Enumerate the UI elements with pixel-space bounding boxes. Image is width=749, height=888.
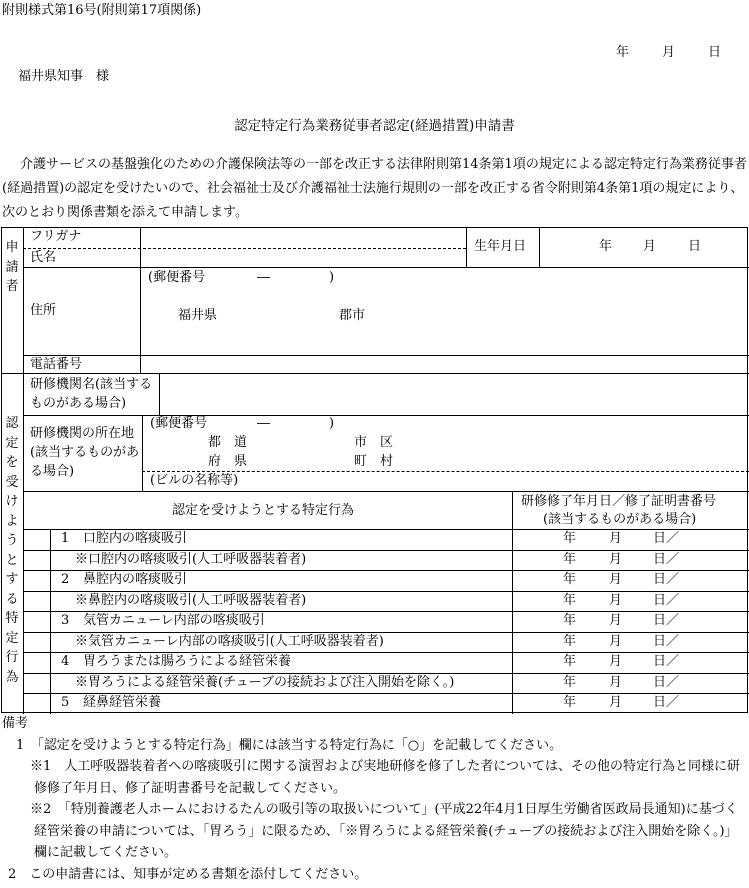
act-row: [23, 570, 749, 591]
completion-date-month: 月: [609, 551, 623, 567]
addressee: 福井県知事 様: [18, 69, 110, 84]
completion-date-input[interactable]: [513, 693, 749, 714]
gun-shi-label: 郡市: [339, 308, 366, 323]
completion-date-day: 日／: [653, 695, 680, 710]
completion-date-input[interactable]: [513, 591, 749, 612]
completion-date-day: 日／: [653, 674, 680, 690]
postal-close: ): [329, 270, 335, 285]
completion-date-input[interactable]: [513, 673, 749, 694]
cho-son-label: 町 村: [354, 454, 394, 469]
dob-label: 生年月日: [474, 239, 527, 254]
building-label: (ビルの名称等): [150, 473, 239, 488]
form-number: 附則様式第16号(附則第17項関係): [2, 3, 202, 18]
act-check-cell[interactable]: [23, 673, 51, 694]
dob-year: 年: [599, 239, 613, 254]
name-label: 氏名: [30, 250, 57, 265]
act-column-header: 認定を受けようとする特定行為: [172, 503, 355, 518]
name-input[interactable]: [141, 249, 466, 267]
fu-ken-label: 府 県: [208, 454, 248, 469]
act-row: [23, 693, 749, 714]
act-number: 3: [61, 613, 70, 628]
dob-month: 月: [643, 239, 657, 254]
location-postal-close: ): [329, 416, 335, 431]
dob-day: 日: [688, 239, 702, 254]
phone-label: 電話番号: [30, 357, 83, 372]
completion-date-day: 日／: [653, 654, 680, 669]
act-row: [23, 529, 749, 550]
completion-date-year: 年: [563, 572, 577, 587]
act-row: [23, 673, 749, 694]
act-number: 1: [61, 531, 70, 546]
note-1-star1: ※1 人工呼吸器装着者への喀痰吸引に関する演習および実地研修を修了した者については、その他の特定行為と同様に研修修了年月日、修了証明書番号を記載してください。: [30, 759, 741, 796]
completion-date-year: 年: [563, 531, 577, 546]
completion-date-year: 年: [563, 613, 577, 628]
act-row: [23, 550, 749, 571]
furigana-input[interactable]: [141, 228, 466, 247]
phone-input[interactable]: [141, 356, 748, 373]
act-label: 鼻腔内の喀痰吸引: [83, 572, 188, 587]
notes: [2, 713, 749, 885]
institution-label: 研修機関名(該当するものがある場合): [30, 377, 153, 411]
to-do-label: 都 道: [208, 435, 248, 450]
act-check-cell[interactable]: [23, 693, 51, 714]
completion-date-input[interactable]: [513, 611, 749, 632]
furigana-label: フリガナ: [30, 229, 82, 244]
act-check-cell[interactable]: [23, 529, 51, 550]
act-check-cell[interactable]: [23, 550, 51, 571]
completion-date-input[interactable]: [513, 632, 749, 653]
act-label: ※口腔内の喀痰吸引(人工呼吸器装着者): [75, 551, 307, 567]
completion-date-year: 年: [563, 674, 577, 690]
act-row: [23, 632, 749, 653]
act-number: 4: [61, 654, 70, 669]
completion-date-day: 日／: [653, 551, 680, 567]
completion-date-year: 年: [563, 551, 577, 567]
completion-date-month: 月: [609, 531, 623, 546]
date-day-label: 日: [708, 45, 722, 60]
act-row: [23, 652, 749, 673]
completion-date-month: 月: [609, 592, 623, 608]
act-number: 5: [61, 695, 70, 710]
note-1-star2: ※2 「特別養護老人ホームにおけるたんの吸引等の取扱いについて」(平成22年4月1日厚生労働省医政局長通知)に基づく経管栄養の申請については、「胃ろう」に限るため、「※胃ろうによる経管栄養(チューブの接続および注入開始を除く。)」欄に記載してください。: [30, 802, 738, 860]
completion-date-day: 日／: [653, 531, 680, 546]
act-row: [23, 591, 749, 612]
act-label: ※鼻腔内の喀痰吸引(人工呼吸器装着者): [75, 592, 307, 608]
completion-date-month: 月: [609, 674, 623, 690]
completion-date-month: 月: [609, 613, 623, 628]
application-table: [1, 227, 748, 713]
completion-date-year: 年: [563, 633, 577, 649]
act-number: 2: [61, 572, 70, 587]
completion-date-year: 年: [563, 695, 577, 710]
act-label: 胃ろうまたは腸ろうによる経管栄養: [83, 654, 292, 669]
date-year-label: 年: [616, 45, 630, 60]
note-2: 2 この申請書には、知事が定める書類を添付してください。: [8, 866, 368, 882]
training-section-label: 認定を受けようとする特定行為: [5, 416, 19, 685]
act-check-cell[interactable]: [23, 632, 51, 653]
notes-heading: 備考: [2, 716, 29, 731]
completion-date-input[interactable]: [513, 529, 749, 550]
location-label: 研修機関の所在地(該当するものがある場合): [30, 426, 140, 479]
applicant-section-label: 申請者: [5, 240, 19, 294]
act-check-cell[interactable]: [23, 652, 51, 673]
completion-date-month: 月: [609, 654, 623, 669]
act-label: ※胃ろうによる経管栄養(チューブの接続および注入開始を除く。): [75, 674, 455, 690]
act-label: ※気管カニューレ内部の喀痰吸引(人工呼吸器装着者): [75, 633, 384, 649]
completion-date-day: 日／: [653, 572, 680, 587]
location-postal-label: (郵便番号: [150, 416, 208, 431]
date-column-subheader: (該当するものがある場合): [543, 512, 697, 527]
completion-date-month: 月: [609, 695, 623, 710]
institution-input[interactable]: [160, 375, 748, 413]
completion-date-month: 月: [609, 633, 623, 649]
completion-date-input[interactable]: [513, 550, 749, 571]
completion-date-input[interactable]: [513, 570, 749, 591]
act-check-cell[interactable]: [23, 570, 51, 591]
shi-ku-label: 市 区: [354, 435, 394, 450]
completion-date-year: 年: [563, 592, 577, 608]
location-postal-dash: ―: [257, 416, 270, 431]
postal-dash: ―: [257, 270, 270, 285]
prefecture-label: 福井県: [178, 308, 218, 323]
completion-date-year: 年: [563, 654, 577, 669]
date-month-label: 月: [662, 45, 676, 60]
completion-date-input[interactable]: [513, 652, 749, 673]
act-label: 気管カニューレ内部の喀痰吸引: [83, 613, 265, 628]
act-check-cell[interactable]: [23, 591, 51, 612]
date-column-header: 研修修了年月日／修了証明書番号: [521, 494, 717, 509]
completion-date-day: 日／: [653, 613, 680, 628]
act-label: 口腔内の喀痰吸引: [83, 531, 188, 546]
address-label: 住所: [30, 303, 57, 318]
act-label: 経鼻経管栄養: [83, 695, 162, 710]
page-title: 認定特定行為業務従事者認定(経過措置)申請書: [234, 118, 515, 134]
completion-date-day: 日／: [653, 592, 680, 608]
postal-label: (郵便番号: [148, 270, 206, 285]
address-input[interactable]: [141, 290, 748, 352]
act-check-cell[interactable]: [23, 611, 51, 632]
completion-date-day: 日／: [653, 633, 680, 649]
act-row: [23, 611, 749, 632]
intro-paragraph: 介護サービスの基盤強化のための介護保険法等の一部を改正する法律附則第14条第1項の規定による認定特定行為業務従事者(経過措置)の認定を受けたいので、社会福祉士及び介護福祉士法施行規則の一部を改正する省令附則第4条第1項の規定により、次のとおり関係書類を添えて申請します。: [2, 157, 747, 220]
completion-date-month: 月: [609, 572, 623, 587]
location-input[interactable]: [143, 433, 748, 470]
note-1: 1 「認定を受けようとする特定行為」欄には該当する特定行為に「○」を記載してください。: [16, 737, 563, 753]
